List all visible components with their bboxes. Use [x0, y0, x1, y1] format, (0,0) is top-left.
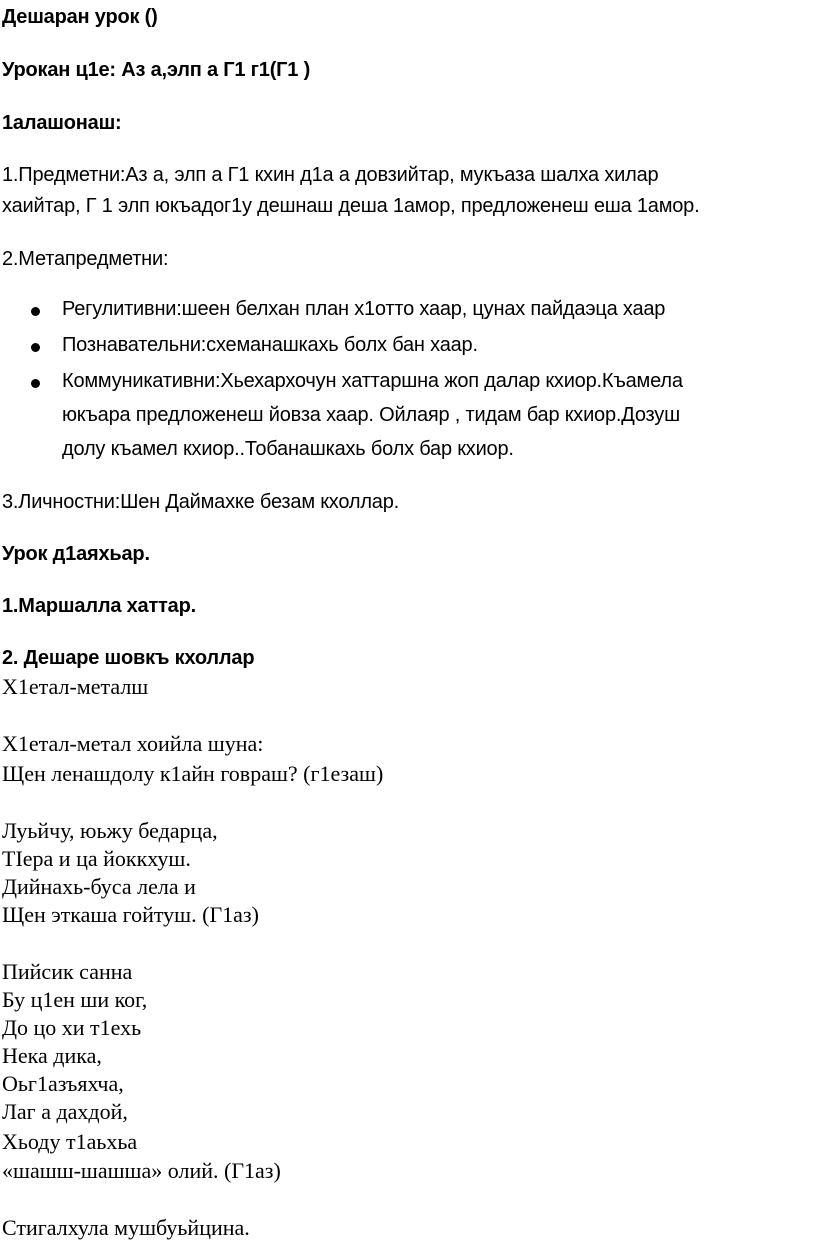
bullet-icon: [31, 343, 40, 352]
bullet-item-regulative: Регулитивни:шеен белхан план х1отто хаар, цунах пайдаэца хаар: [62, 298, 666, 320]
poem-line: Щен ленашдолу к1айн говраш? (г1езаш): [2, 761, 384, 786]
poem-line: Х1етал-метал хоийла шуна:: [2, 731, 264, 756]
lesson-goal: Урокан ц1е: Аз а,элп а Г1 г1(Г1 ): [2, 59, 311, 81]
poem-line: Пийсик санна: [2, 959, 133, 984]
subject-objective-line-1: 1.Предметни:Аз а, элп а Г1 кхин д1а а довзийтар, мукъаза шалха хилар: [2, 164, 659, 186]
bullet-icon: [31, 307, 40, 316]
poem-line: «шашш-шашша» олий. (Г1аз): [2, 1158, 281, 1183]
subject-objective-line-2: хаийтар, Г 1 элп юкъадог1у дешнаш деша 1амор, предложенеш еша 1амор.: [2, 195, 700, 217]
bullet-item-communicative-line-2: юкъара предложенеш йовза хаар. Ойлаяр , тидам бар кхиор.Дозуш: [62, 404, 680, 426]
poem-line: Хьоду т1аьхьа: [2, 1129, 138, 1154]
poem-line: Щен эткаша гойтуш. (Г1аз): [2, 902, 259, 927]
poem-line: Дийнахь-буса лела и: [2, 874, 196, 899]
objectives-heading: 1алашонаш:: [2, 112, 122, 134]
step-motivation: 2. Дешаре шовкъ кхоллар: [2, 647, 255, 669]
meta-subject-heading: 2.Метапредметни:: [2, 248, 169, 270]
poem-line: Стигалхула мушбуьйцина.: [2, 1215, 250, 1240]
poem-line: Оьг1азъяхча,: [2, 1071, 124, 1096]
personal-objective: 3.Личностни:Шен Даймахке безам кхоллар.: [2, 491, 399, 513]
poem-line: До цо хи т1ехь: [2, 1015, 142, 1040]
lesson-title: Дешаран урок (): [2, 6, 158, 28]
bullet-item-cognitive: Познавательни:схеманашкахь болх бан хаар.: [62, 334, 478, 356]
bullet-item-communicative-line-3: долу къамел кхиор..Тобанашкахь болх бар кхиор.: [62, 438, 514, 460]
poem-line: Луьйчу, юьжу бедарца,: [2, 818, 218, 843]
lesson-flow-heading: Урок д1аяхьар.: [2, 543, 150, 565]
poem-title: Х1етал-металш: [2, 674, 149, 699]
poem-line: Бу ц1ен ши ког,: [2, 987, 148, 1012]
step-greeting: 1.Маршалла хаттар.: [2, 595, 196, 617]
poem-line: Нека дика,: [2, 1043, 102, 1068]
poem-line: Лаг а дахдой,: [2, 1099, 128, 1124]
bullet-icon: [31, 379, 40, 388]
poem-line: ТIера и ца йоккхуш.: [2, 846, 191, 871]
bullet-item-communicative-line-1: Коммуникативни:Хьехархочун хаттаршна жоп далар кхиор.Къамела: [62, 370, 683, 392]
